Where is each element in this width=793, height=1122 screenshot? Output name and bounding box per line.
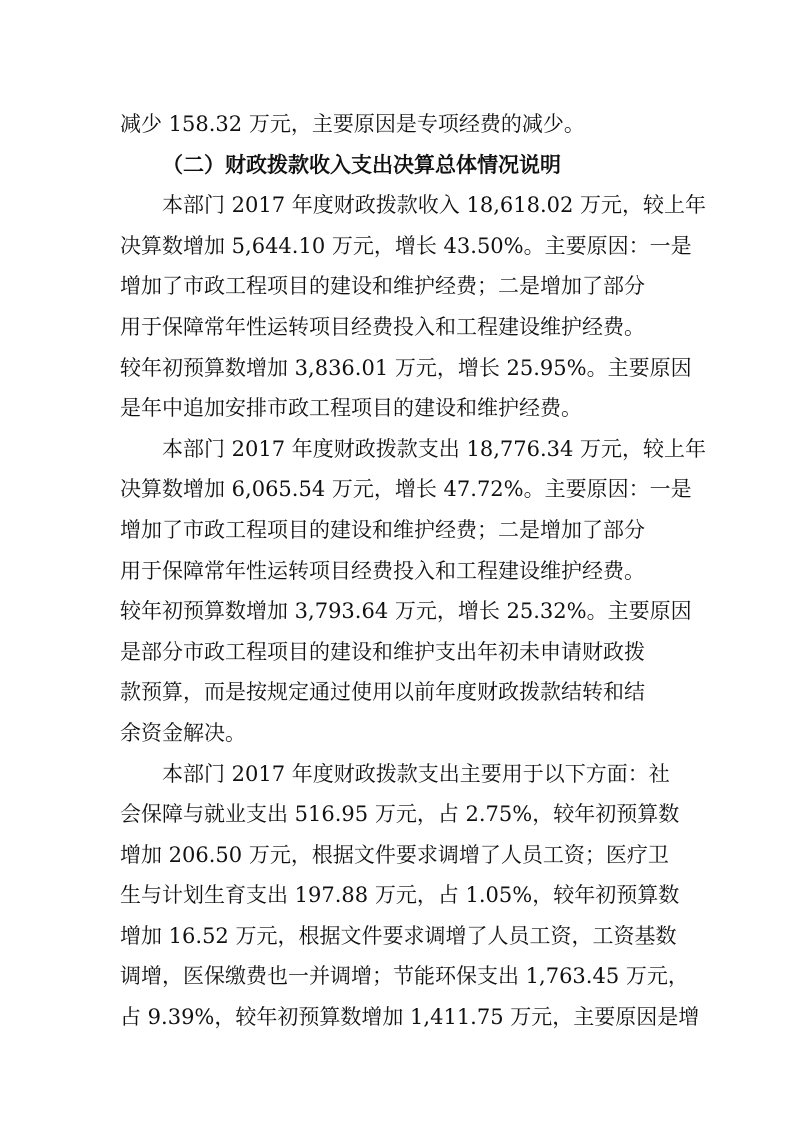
paragraph-first-line: 本部门 2017 年度财政拨款支出主要用于以下方面：社 [162, 761, 670, 786]
text-line: 较年初预算数增加 3,836.01 万元，增长 25.95%。主要原因 [120, 355, 692, 380]
text-line: 款预算，而是按规定通过使用以前年度财政拨款结转和结 [120, 680, 645, 705]
text-line: 较年初预算数增加 3,793.64 万元，增长 25.32%。主要原因 [120, 599, 692, 624]
text-line: 增加了市政工程项目的建设和维护经费；二是增加了部分 [120, 274, 645, 299]
text-line: 余资金解决。 [120, 720, 246, 745]
text-line: 决算数增加 6,065.54 万元，增长 47.72%。主要原因：一是 [120, 477, 692, 502]
text-line: 增加 16.52 万元，根据文件要求调增了人员工资，工资基数 [120, 923, 677, 948]
text-line: 用于保障常年性运转项目经费投入和工程建设维护经费。 [120, 558, 645, 583]
text-line: 减少 158.32 万元，主要原因是专项经费的减少。 [120, 112, 585, 136]
section-heading: （二）财政拨款收入支出决算总体情况说明 [162, 152, 561, 177]
text-line: 占 9.39%，较年初预算数增加 1,411.75 万元，主要原因是增 [120, 1005, 700, 1030]
paragraph-first-line: 本部门 2017 年度财政拨款收入 18,618.02 万元，较上年 [162, 193, 707, 218]
text-line: 增加 206.50 万元，根据文件要求调增了人员工资；医疗卫 [120, 842, 669, 867]
text-line: 会保障与就业支出 516.95 万元，占 2.75%，较年初预算数 [120, 802, 680, 827]
text-line: 是年中追加安排市政工程项目的建设和维护经费。 [120, 396, 582, 421]
text-line: 用于保障常年性运转项目经费投入和工程建设维护经费。 [120, 314, 645, 339]
text-line: 调增，医保缴费也一并调增；节能环保支出 1,763.45 万元， [120, 964, 689, 989]
text-line: 决算数增加 5,644.10 万元，增长 43.50%。主要原因：一是 [120, 233, 692, 258]
document-body [120, 104, 707, 1038]
paragraph-first-line: 本部门 2017 年度财政拨款支出 18,776.34 万元，较上年 [162, 436, 707, 461]
text-line: 生与计划生育支出 197.88 万元，占 1.05%，较年初预算数 [120, 883, 680, 908]
text-line: 增加了市政工程项目的建设和维护经费；二是增加了部分 [120, 517, 645, 542]
text-line: 是部分市政工程项目的建设和维护支出年初未申请财政拨 [120, 639, 645, 664]
